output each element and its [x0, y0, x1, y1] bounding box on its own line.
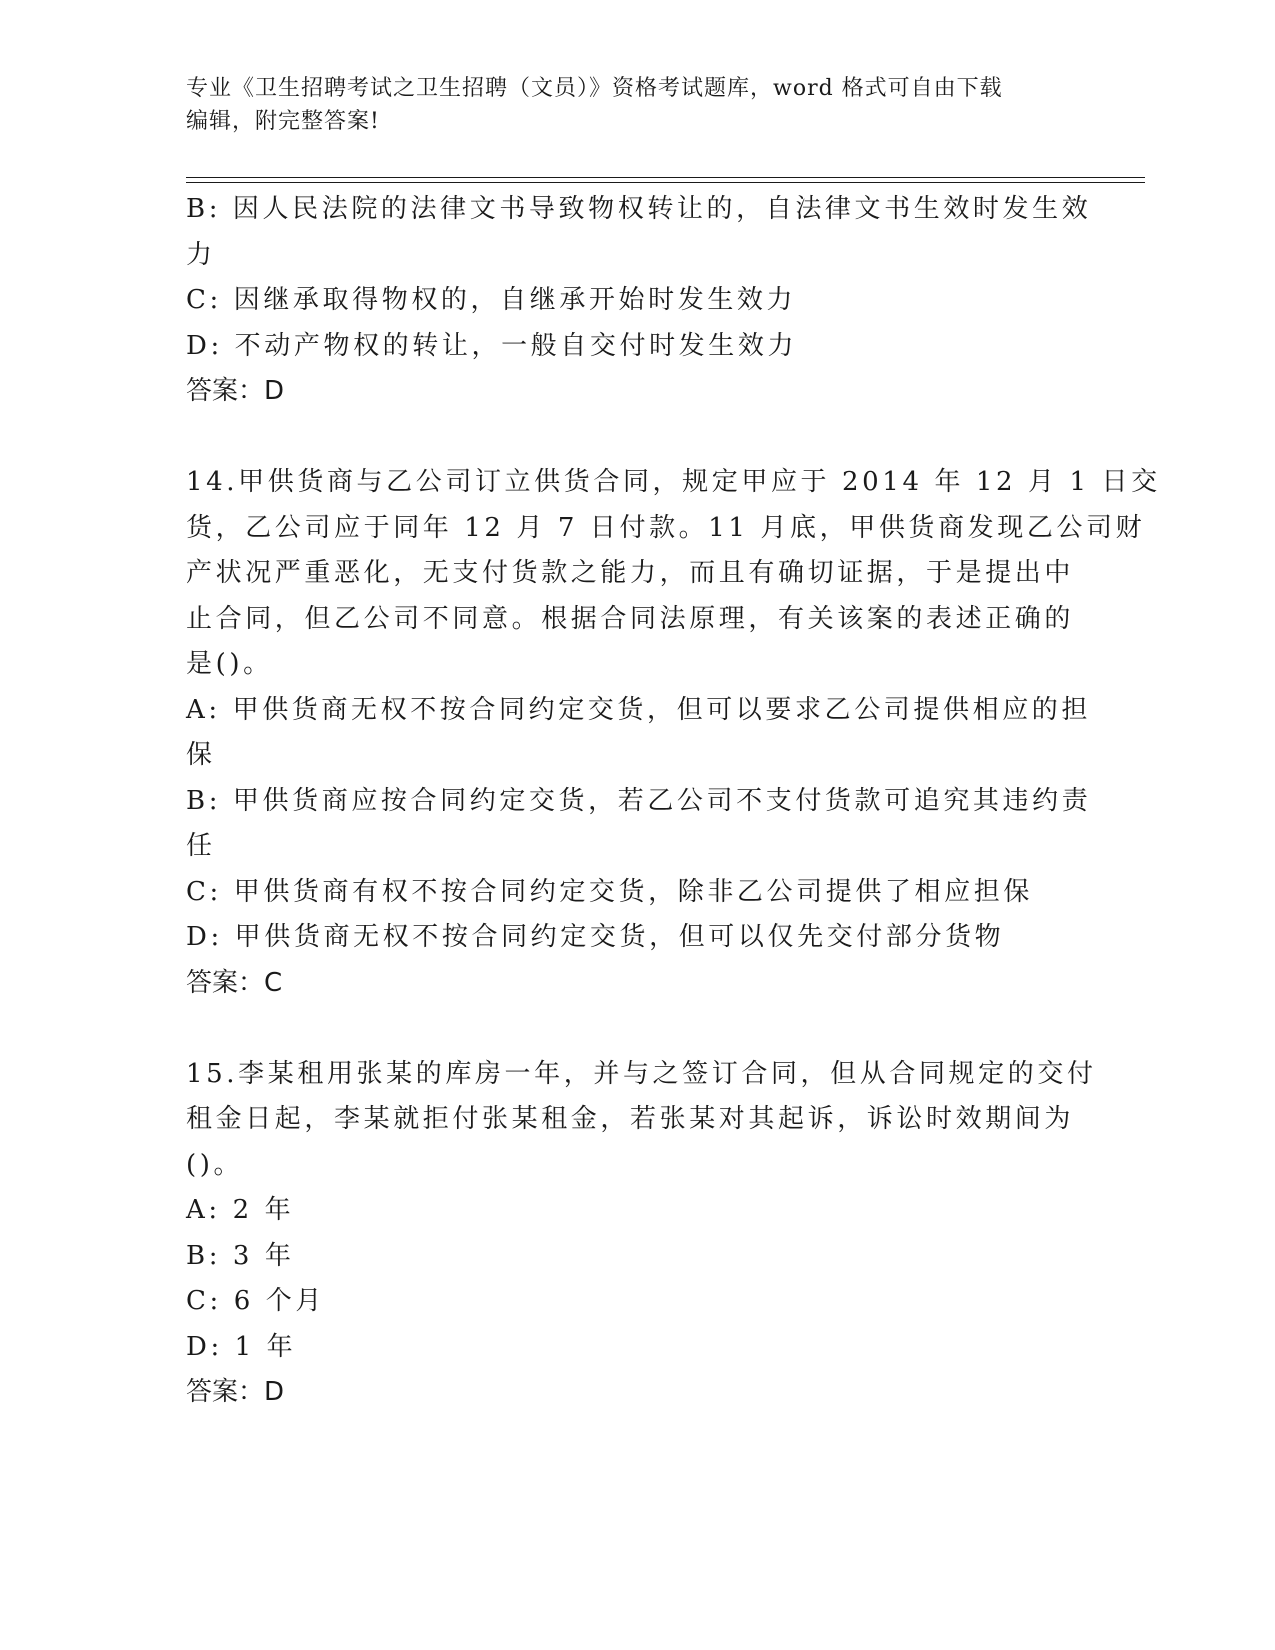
q14-stem-line-5: 是()。: [186, 649, 273, 679]
q13-option-c: C: 因继承取得物权的，自继承开始时发生效力: [186, 285, 797, 315]
q14-stem-line-4: 止合同，但乙公司不同意。根据合同法原理，有关该案的表述正确的: [186, 603, 1075, 634]
q14-stem-line-3: 产状况严重恶化，无支付货款之能力，而且有确切证据，于是提出中: [186, 558, 1075, 588]
header-line-1: 专业《卫生招聘考试之卫生招聘（文员）》资格考试题库，word 格式可自由下载: [186, 76, 1003, 101]
q14-option-a-line-1: A: 甲供货商无权不按合同约定交货，但可以要求乙公司提供相应的担: [186, 694, 1092, 725]
q13-option-b-line-1: B: 因人民法院的法律文书导致物权转让的，自法律文书生效时发生效: [186, 194, 1092, 224]
q14-option-d: D: 甲供货商无权不按合同约定交货，但可以仅先交付部分货物: [186, 922, 1005, 952]
question-14: [186, 460, 1161, 1006]
q14-stem-line-2: 货，乙公司应于同年 12 月 7 日付款。11 月底，甲供货商发现乙公司财: [186, 512, 1146, 543]
q14-option-c: C: 甲供货商有权不按合同约定交货，除非乙公司提供了相应担保: [186, 876, 1033, 907]
q15-answer: 答案：D: [186, 1377, 285, 1407]
q13-option-b-line-2: 力: [186, 239, 216, 270]
q15-stem-line-3: ()。: [186, 1149, 244, 1180]
q13-answer: 答案：D: [186, 376, 285, 406]
header-rule-top: [186, 177, 1145, 178]
document-body: [186, 187, 1161, 1416]
q14-option-b-line-1: B: 甲供货商应按合同约定交货，若乙公司不支付货款可追究其违约责: [186, 785, 1092, 816]
question-13: [186, 187, 1092, 415]
spacer: [186, 415, 1086, 461]
header-line-2: 编辑，附完整答案!: [186, 109, 380, 134]
q14-stem-line-1: 14.甲供货商与乙公司订立供货合同，规定甲应于 2014 年 12 月 1 日交: [186, 467, 1161, 497]
q14-option-b-line-2: 任: [186, 831, 216, 861]
spacer: [186, 1006, 1086, 1052]
q15-option-a: A: 2 年: [186, 1195, 295, 1225]
q14-option-a-line-2: 保: [186, 740, 216, 770]
document-header: [186, 72, 1086, 138]
q14-answer: 答案：C: [186, 967, 283, 998]
q15-stem-line-2: 租金日起，李某就拒付张某租金，若张某对其起诉，诉讼时效期间为: [186, 1104, 1075, 1134]
q15-option-c: C: 6 个月: [186, 1286, 325, 1316]
q15-option-b: B: 3 年: [186, 1240, 295, 1271]
q13-option-d: D: 不动产物权的转让，一般自交付时发生效力: [186, 330, 798, 361]
q15-stem-line-1: 15.李某租用张某的库房一年，并与之签订合同，但从合同规定的交付: [186, 1058, 1097, 1089]
question-15: [186, 1052, 1097, 1416]
header-rule-bottom: [186, 182, 1145, 183]
q15-option-d: D: 1 年: [186, 1331, 297, 1362]
